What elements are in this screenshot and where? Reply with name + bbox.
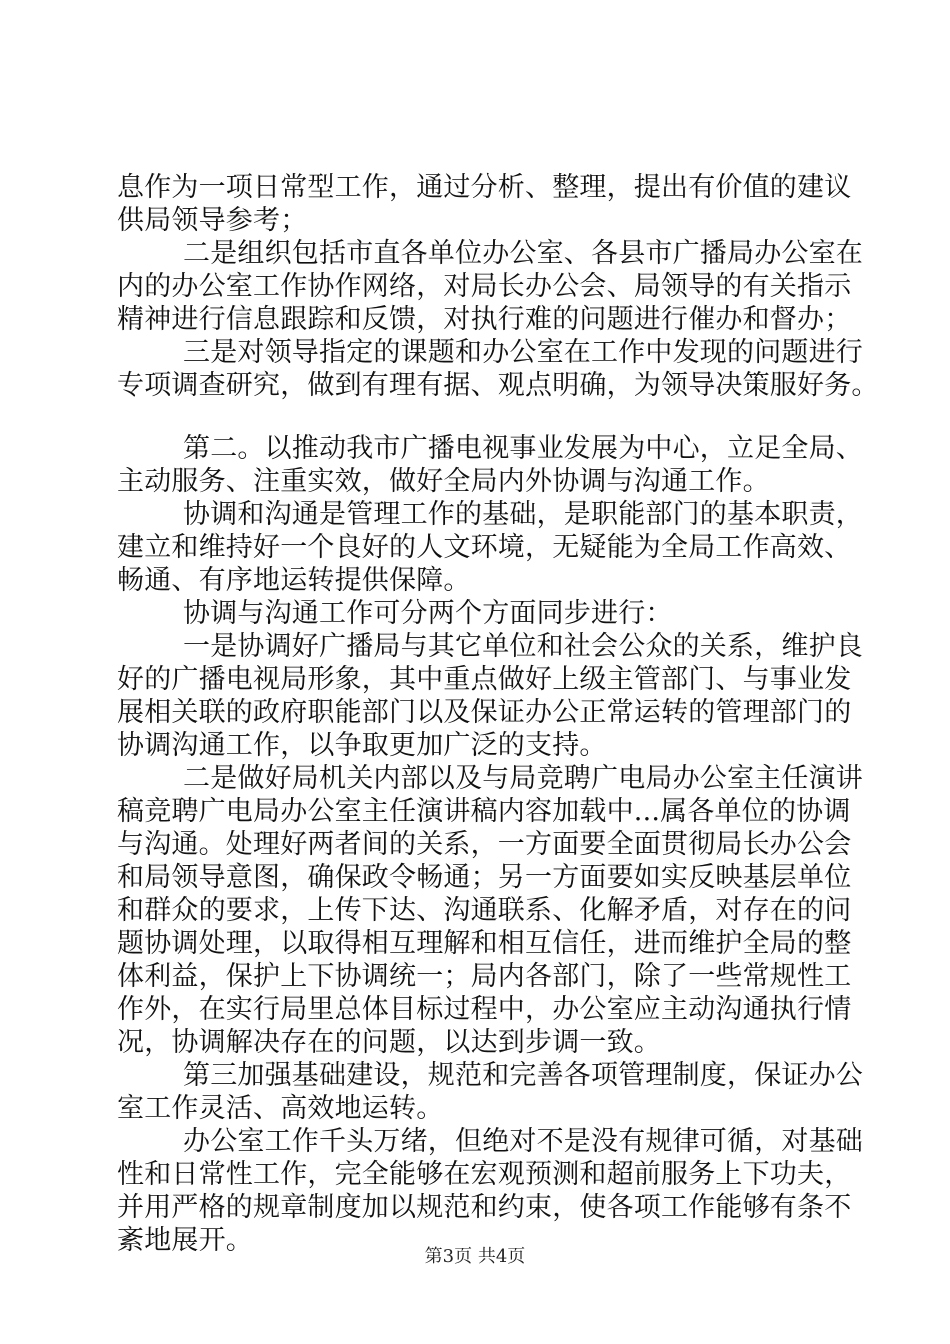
text-line: 室工作灵活、高效地运转。 bbox=[117, 1093, 444, 1124]
text-line: 题协调处理，以取得相互理解和相互信任，进而维护全局的整 bbox=[117, 928, 852, 959]
text-line: 协调沟通工作，以争取更加广泛的支持。 bbox=[117, 730, 607, 761]
paragraph-line: 办公室工作千头万绪，但绝对不是没有规律可循，对基础 bbox=[183, 1126, 863, 1157]
text-line: 专项调查研究，做到有理有据、观点明确，为领导决策服好务。 bbox=[117, 370, 879, 401]
text-line: 性和日常性工作，完全能够在宏观预测和超前服务上下功夫， bbox=[117, 1159, 852, 1190]
text-line: 精神进行信息跟踪和反馈，对执行难的问题进行催办和督办； bbox=[117, 304, 852, 335]
paragraph-line: 协调与沟通工作可分两个方面同步进行： bbox=[183, 598, 673, 629]
text-line: 好的广播电视局形象，其中重点做好上级主管部门、与事业发 bbox=[117, 664, 852, 695]
text-line: 内的办公室工作协作网络，对局长办公会、局领导的有关指示 bbox=[117, 271, 852, 302]
paragraph-line: 二是组织包括市直各单位办公室、各县市广播局办公室在 bbox=[183, 238, 863, 269]
text-line: 与沟通。处理好两者间的关系，一方面要全面贯彻局长办公会 bbox=[117, 829, 852, 860]
text-line: 况，协调解决存在的问题，以达到步调一致。 bbox=[117, 1027, 661, 1058]
paragraph-gap bbox=[117, 402, 843, 432]
text-line: 和局领导意图，确保政令畅通；另一方面要如实反映基层单位 bbox=[117, 862, 852, 893]
paragraph-line: 协调和沟通是管理工作的基础，是职能部门的基本职责， bbox=[183, 499, 863, 530]
paragraph-line: 一是协调好广播局与其它单位和社会公众的关系，维护良 bbox=[183, 631, 863, 662]
paragraph-line: 二是做好局机关内部以及与局竞聘广电局办公室主任演讲 bbox=[183, 763, 863, 794]
text-line: 和群众的要求，上传下达、沟通联系、化解矛盾，对存在的问 bbox=[117, 895, 852, 926]
text-line: 紊地展开。 bbox=[117, 1225, 253, 1256]
paragraph-line: 三是对领导指定的课题和办公室在工作中发现的问题进行 bbox=[183, 337, 863, 368]
section-heading-line: 第二。以推动我市广播电视事业发展为中心，立足全局、 bbox=[183, 433, 863, 464]
text-line: 作外，在实行局里总体目标过程中，办公室应主动沟通执行情 bbox=[117, 994, 852, 1025]
text-line: 体利益，保护上下协调统一；局内各部门，除了一些常规性工 bbox=[117, 961, 852, 992]
text-line: 息作为一项日常型工作，通过分析、整理，提出有价值的建议 bbox=[117, 172, 852, 203]
text-line: 稿竞聘广电局办公室主任演讲稿内容加载中...属各单位的协调 bbox=[117, 796, 851, 827]
text-line: 展相关联的政府职能部门以及保证办公正常运转的管理部门的 bbox=[117, 697, 852, 728]
page-number-footer: 第3页 共4页 bbox=[424, 1246, 526, 1267]
text-line: 并用严格的规章制度加以规范和约束，使各项工作能够有条不 bbox=[117, 1192, 852, 1223]
text-line: 畅通、有序地运转提供保障。 bbox=[117, 565, 471, 596]
text-line: 主动服务、注重实效，做好全局内外协调与沟通工作。 bbox=[117, 466, 770, 497]
document-body bbox=[117, 171, 879, 1257]
section-heading-line: 第三加强基础建设，规范和完善各项管理制度，保证办公 bbox=[183, 1060, 863, 1091]
text-line: 供局领导参考； bbox=[117, 205, 308, 236]
text-line: 建立和维持好一个良好的人文环境，无疑能为全局工作高效、 bbox=[117, 532, 852, 563]
